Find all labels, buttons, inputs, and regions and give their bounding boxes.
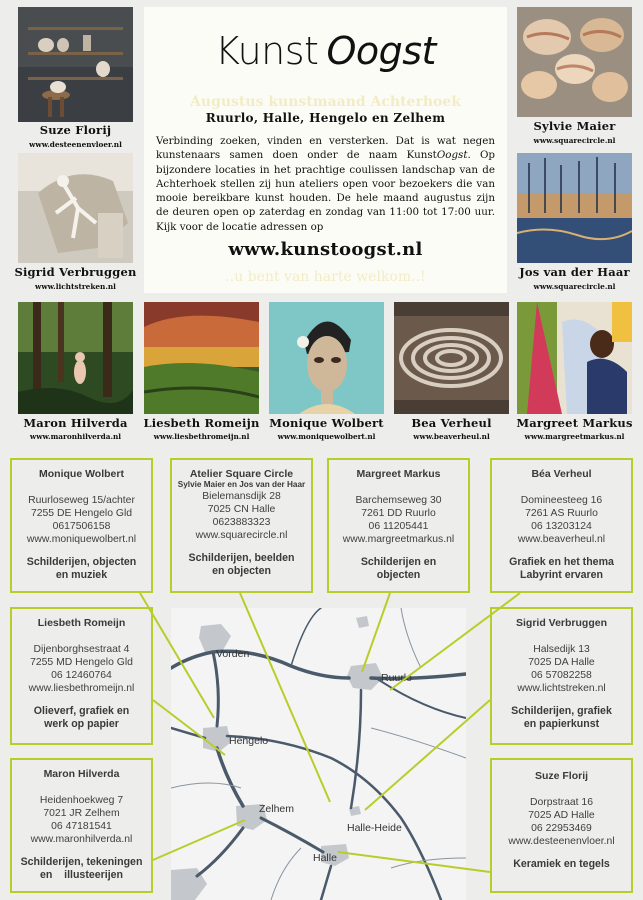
phone: 06 57082258 [531, 670, 592, 681]
map-label-hengelo: Hengelo [229, 735, 269, 747]
desc-line-2: en illusteerijen [39, 869, 123, 881]
brand-part-1: Kunst [215, 29, 319, 73]
artist-url[interactable]: www.moniquewolbert.nl [277, 432, 376, 441]
address-lines [12, 494, 151, 546]
intro-text-1: Verbinding zoeken, vinden en versterken. Dat is wat negen kunstenaars samen doen onder de naam Kunst [156, 135, 495, 162]
website-link[interactable]: www.kunstoogst.nl [228, 239, 423, 260]
desc-line-1: Schilderijen, objecten [26, 556, 137, 568]
map-label-halle-heide: Halle-Heide [347, 822, 402, 834]
website[interactable]: www.liesbethromeijn.nl [28, 683, 135, 694]
artist-tile-suze [18, 7, 133, 149]
address-box-sigrid [490, 607, 633, 745]
artwork-image-figure [18, 153, 133, 263]
address-box-bea [490, 458, 633, 593]
address-box-suze [490, 758, 633, 893]
street: Barchemseweg 30 [355, 495, 442, 506]
artwork-image-labyrinth [394, 302, 509, 414]
postal-city: 7025 AD Halle [528, 810, 595, 821]
artist-url[interactable]: www.desteenenvloer.nl [29, 140, 122, 149]
location-map [171, 608, 466, 900]
artist-url[interactable]: www.margreetmarkus.nl [524, 432, 625, 441]
artist-tile-bea [394, 302, 509, 441]
postal-city: 7025 DA Halle [528, 657, 595, 668]
address-title: Margreet Markus [356, 468, 441, 480]
artwork-image-colorful [517, 302, 632, 414]
artist-tile-maron [18, 302, 133, 441]
intro-panel [144, 7, 507, 293]
address-description [492, 705, 631, 731]
address-title: Atelier Square Circle [189, 468, 294, 480]
website[interactable]: www.beaverheul.nl [517, 534, 606, 545]
address-lines [172, 490, 311, 542]
address-description [492, 556, 631, 582]
desc-line-1: Schilderijen, beelden [188, 552, 295, 564]
address-lines [492, 494, 631, 546]
artwork-image-landscape [144, 302, 259, 414]
postal-city: 7255 MD Hengelo Gld [30, 657, 133, 668]
intro-text-2: . Op bijzondere locaties in het prachtige coulissen landschap van de Achterhoek stellen zij hun ateliers open voor bezoekers die van mooie bereikbare kunst houden. De hele maand augustus zijn de deuren open op zaterdag en zondag van 11:00 tot 17:00 uur. Kijk voor de locatie adressen op [156, 149, 495, 233]
street: Dijenborghsestraat 4 [33, 644, 130, 655]
phone: 06 12460764 [51, 670, 112, 681]
address-description [12, 705, 151, 731]
artist-url[interactable]: www.beaverheul.nl [413, 432, 490, 441]
website[interactable]: www.lichtstreken.nl [517, 683, 606, 694]
desc-line-2: werk op papier [44, 718, 119, 730]
street: Heidenhoekweg 7 [39, 795, 124, 806]
artist-url[interactable]: www.squarecircle.nl [533, 136, 616, 145]
artist-name: Maron Hilverda [23, 416, 128, 430]
artist-tile-liesbeth [143, 302, 260, 441]
phone: 06 47181541 [51, 821, 112, 832]
artist-name: Sylvie Maier [533, 119, 616, 133]
address-lines [492, 643, 631, 695]
desc-line-2: Labyrint ervaren [519, 569, 604, 581]
address-title: Sigrid Verbruggen [515, 617, 607, 629]
phone: 06 13203124 [531, 521, 592, 532]
address-box-monique [10, 458, 153, 593]
address-title: Béa Verheul [531, 468, 592, 480]
artist-tile-monique [269, 302, 384, 441]
desc-line-2: en papierkunst [523, 718, 600, 730]
website[interactable]: www.squarecircle.nl [195, 530, 288, 541]
artist-url[interactable]: www.squarecircle.nl [533, 282, 616, 291]
address-title: Liesbeth Romeijn [37, 617, 126, 629]
artist-name: Bea Verheul [411, 416, 492, 430]
desc-line-2: objecten [376, 569, 421, 581]
artist-url[interactable]: www.maronhilverda.nl [29, 432, 122, 441]
desc-line-2: en muziek [55, 569, 108, 581]
artist-url[interactable]: www.lichtstreken.nl [35, 282, 116, 291]
intro-text [156, 134, 495, 234]
address-description [492, 858, 631, 871]
website[interactable]: www.margreetmarkus.nl [342, 534, 455, 545]
street: Domineesteeg 16 [520, 495, 603, 506]
desc-line-1: Grafiek en het thema [509, 556, 614, 568]
street: Halsedijk 13 [533, 644, 590, 655]
website[interactable]: www.moniquewolbert.nl [26, 534, 137, 545]
desc-line-1: Schilderijen, tekeningen [20, 856, 143, 868]
welcome-text: ..u bent van harte welkom..! [225, 269, 426, 285]
address-description [12, 556, 151, 582]
address-lines [492, 796, 631, 848]
website[interactable]: www.desteenenvloer.nl [508, 836, 615, 847]
address-title: Maron Hilverda [43, 768, 120, 780]
address-lines [12, 643, 151, 695]
artwork-image-stones [517, 7, 632, 117]
artist-tile-margreet [516, 302, 633, 441]
desc-line-2: en objecten [212, 565, 271, 577]
map-label-zelhem: Zelhem [259, 803, 295, 815]
address-lines [12, 794, 151, 846]
artist-name: Jos van der Haar [519, 265, 630, 279]
desc-line-1: Olieverf, grafiek en [33, 705, 130, 717]
artwork-image-portrait [269, 302, 384, 414]
address-description [172, 552, 311, 578]
postal-city: 7025 CN Halle [207, 504, 276, 515]
subtitle: Augustus kunstmaand Achterhoek [190, 94, 461, 110]
desc-line-1: Schilderijen, grafiek [511, 705, 612, 717]
intro-text-italic: Oogst [436, 149, 468, 162]
artist-name: Sigrid Verbruggen [14, 265, 137, 279]
website[interactable]: www.maronhilverda.nl [30, 834, 133, 845]
phone: 06 11205441 [368, 521, 429, 532]
address-lines [329, 494, 468, 546]
artist-name: Margreet Markus [516, 416, 633, 430]
artist-url[interactable]: www.liesbethromeijn.nl [153, 432, 250, 441]
phone: 06 22953469 [531, 823, 592, 834]
address-box-square-circle [170, 458, 313, 593]
map-label-vorden: Vorden [216, 648, 250, 660]
street: Ruurloseweg 15/achter [28, 495, 135, 506]
postal-city: 7261 AS Ruurlo [525, 508, 598, 519]
artist-name: Liesbeth Romeijn [143, 416, 260, 430]
address-subtitle: Sylvie Maier en Jos van der Haar [177, 480, 306, 489]
phone: 0617506158 [52, 521, 111, 532]
brand-part-2: Oogst [326, 29, 436, 73]
desc-line-1: Schilderijen en [360, 556, 437, 568]
brand-logo [144, 29, 507, 73]
artist-name: Monique Wolbert [269, 416, 384, 430]
street: Bielemansdijk 28 [202, 491, 281, 502]
artist-tile-sigrid [14, 153, 137, 291]
artist-tile-sylvie [517, 7, 632, 145]
address-box-liesbeth [10, 607, 153, 745]
address-description [12, 856, 151, 882]
address-title: Monique Wolbert [39, 468, 124, 480]
artist-name: Suze Florij [39, 123, 112, 137]
map-label-halle: Halle [313, 852, 337, 864]
address-box-maron [10, 758, 153, 893]
artwork-image-harbour [517, 153, 632, 263]
street: Dorpstraat 16 [530, 797, 593, 808]
address-box-margreet [327, 458, 470, 593]
address-description [329, 556, 468, 582]
postal-city: 7255 DE Hengelo Gld [30, 508, 133, 519]
places-line: Ruurlo, Halle, Hengelo en Zelhem [205, 111, 446, 125]
desc-line-1: Keramiek en tegels [513, 858, 610, 870]
map-label-ruurlo: Ruurlo [381, 672, 412, 684]
artwork-image-forest [18, 302, 133, 414]
phone: 0623883323 [212, 517, 271, 528]
postal-city: 7021 JR Zelhem [43, 808, 120, 819]
artist-tile-jos [517, 153, 632, 291]
address-title: Suze Florij [534, 770, 589, 782]
artwork-image-ceramics [18, 7, 133, 122]
postal-city: 7261 DD Ruurlo [361, 508, 436, 519]
